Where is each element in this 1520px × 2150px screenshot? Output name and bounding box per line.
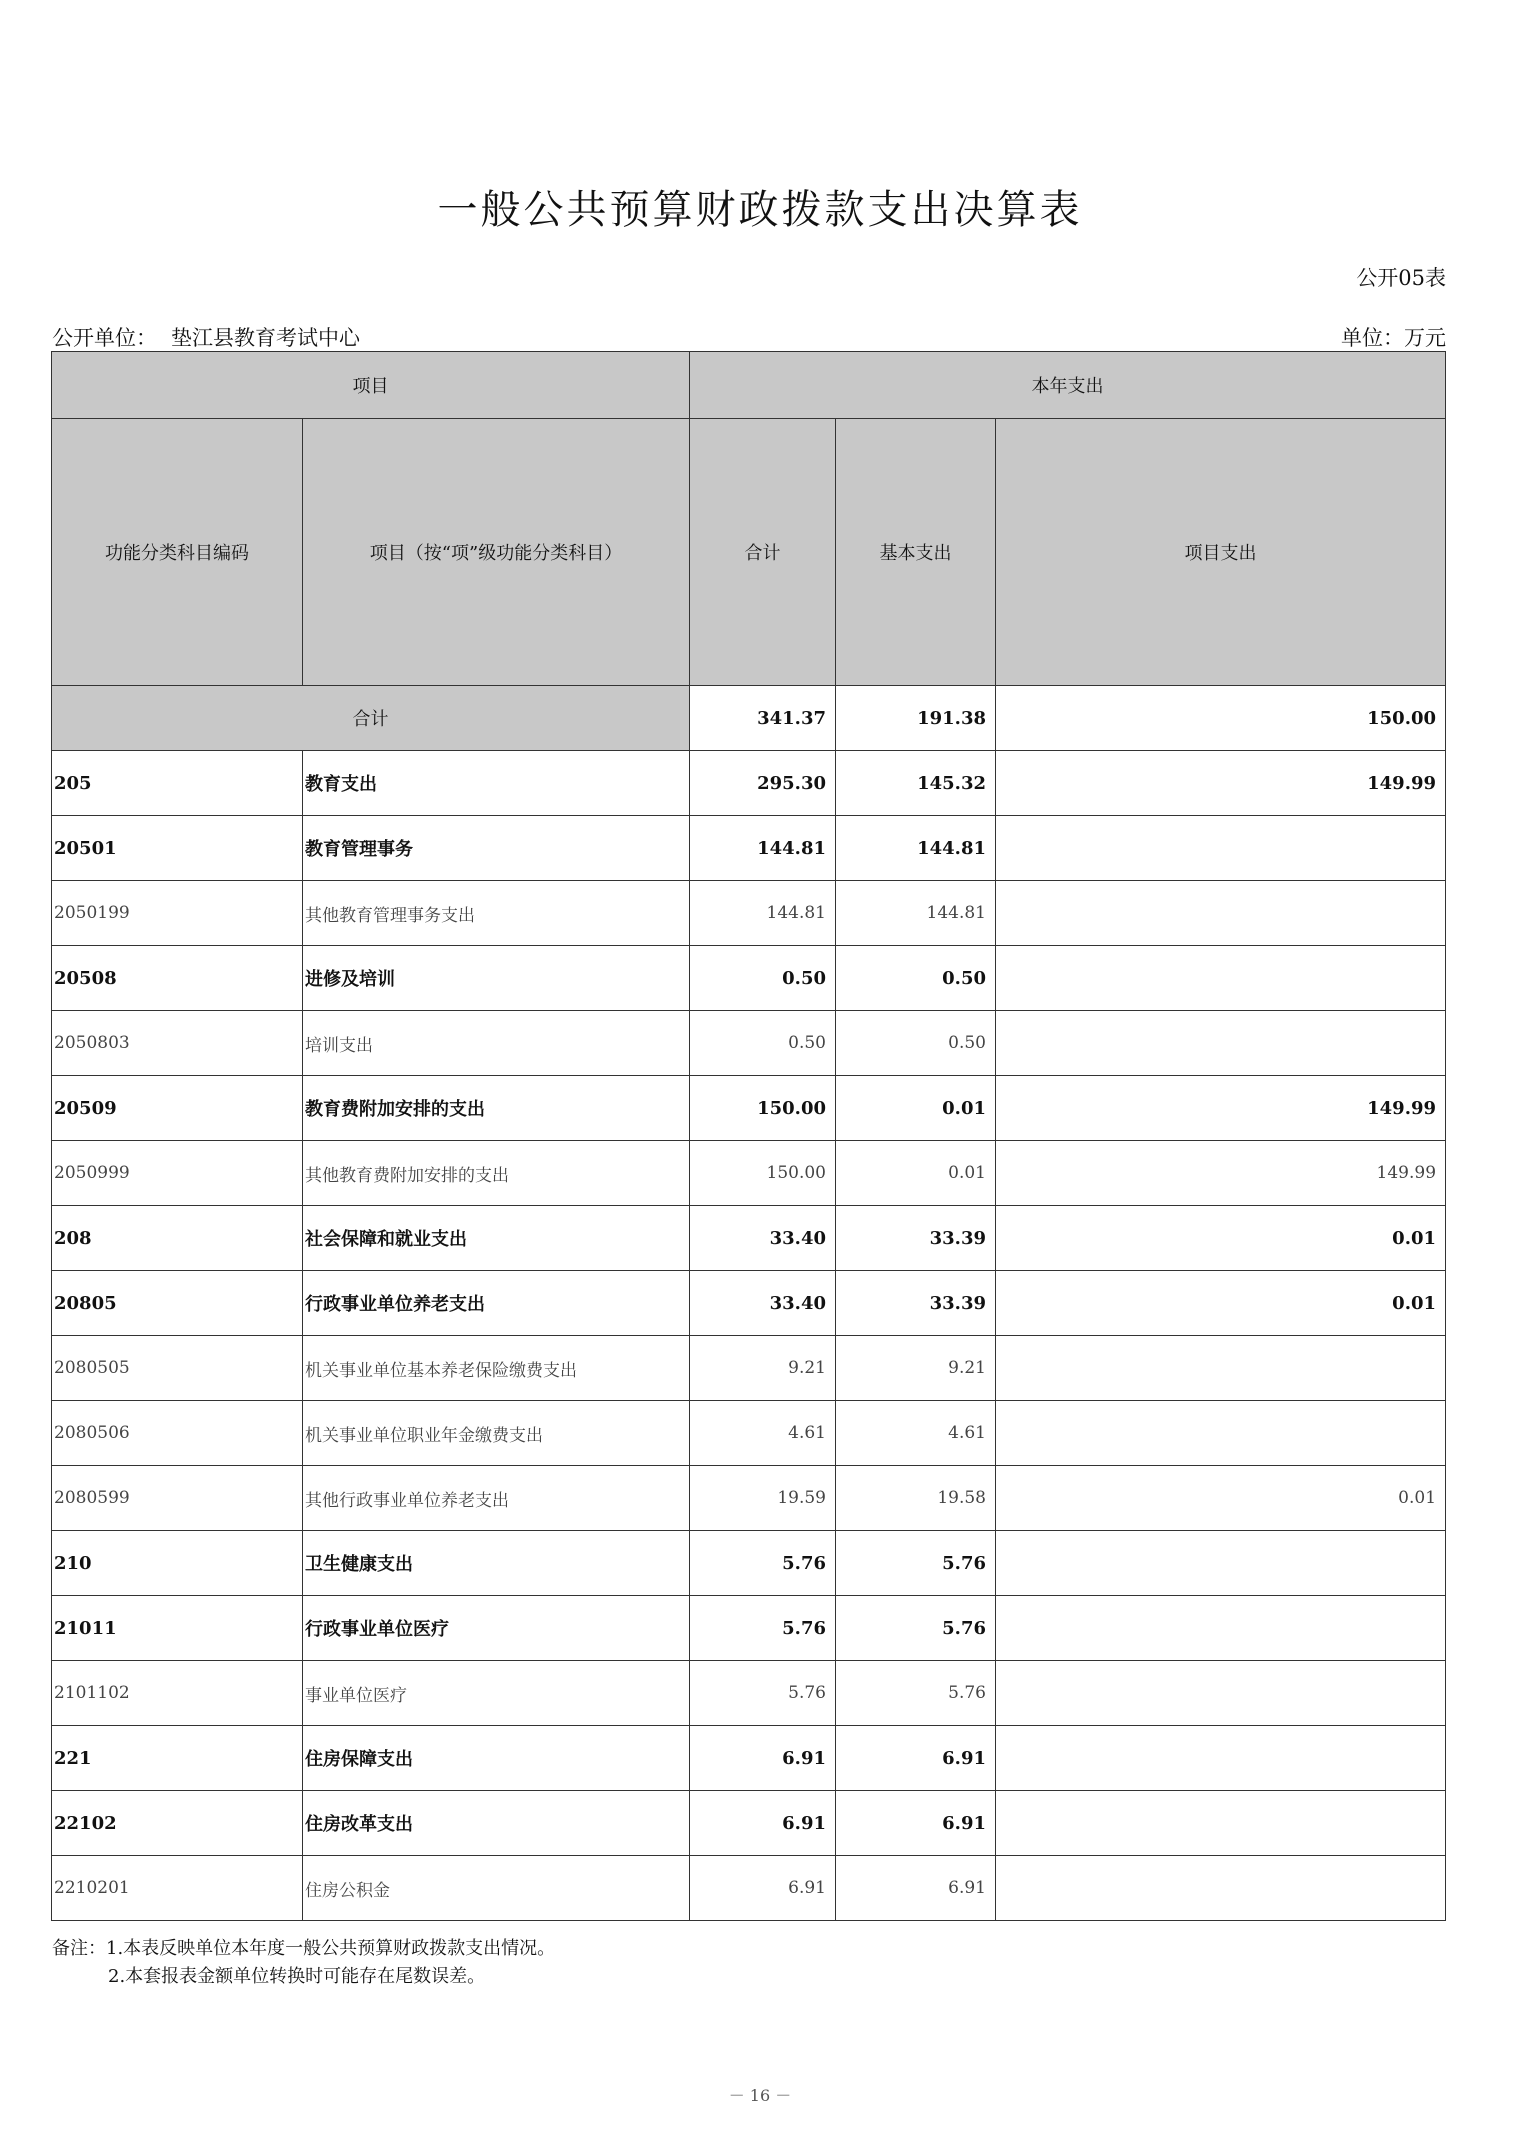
row-code: 210	[52, 1531, 303, 1596]
table-row	[52, 1401, 1446, 1466]
row-total: 5.76	[690, 1531, 836, 1596]
row-code: 2080505	[52, 1336, 303, 1401]
row-basic: 5.76	[836, 1596, 996, 1661]
unit-info-line	[52, 322, 1446, 352]
notes	[52, 1935, 555, 1991]
header-item-detail: 项目（按“项”级功能分类科目）	[303, 419, 690, 686]
total-basic: 191.38	[836, 686, 996, 751]
row-total: 6.91	[690, 1726, 836, 1791]
row-total: 5.76	[690, 1661, 836, 1726]
row-basic: 0.50	[836, 1011, 996, 1076]
row-name: 机关事业单位职业年金缴费支出	[303, 1401, 690, 1466]
row-code: 2050803	[52, 1011, 303, 1076]
row-code: 2080599	[52, 1466, 303, 1531]
budget-table	[51, 351, 1446, 1921]
header-total: 合计	[690, 419, 836, 686]
row-project	[996, 1596, 1446, 1661]
row-basic: 144.81	[836, 881, 996, 946]
row-name: 其他教育管理事务支出	[303, 881, 690, 946]
row-project	[996, 816, 1446, 881]
row-project: 0.01	[996, 1271, 1446, 1336]
row-total: 295.30	[690, 751, 836, 816]
row-name: 其他行政事业单位养老支出	[303, 1466, 690, 1531]
page-title: 一般公共预算财政拨款支出决算表	[437, 187, 1083, 233]
row-name: 住房公积金	[303, 1856, 690, 1921]
row-project	[996, 1661, 1446, 1726]
row-basic: 33.39	[836, 1271, 996, 1336]
row-name: 机关事业单位基本养老保险缴费支出	[303, 1336, 690, 1401]
row-basic: 6.91	[836, 1726, 996, 1791]
row-code: 2080506	[52, 1401, 303, 1466]
header-basic: 基本支出	[836, 419, 996, 686]
row-name: 教育支出	[303, 751, 690, 816]
table-row	[52, 1076, 1446, 1141]
table-row	[52, 1791, 1446, 1856]
row-code: 20509	[52, 1076, 303, 1141]
row-total: 4.61	[690, 1401, 836, 1466]
table-row	[52, 1596, 1446, 1661]
row-code: 20501	[52, 816, 303, 881]
row-total: 150.00	[690, 1141, 836, 1206]
total-row	[52, 686, 1446, 751]
row-basic: 144.81	[836, 816, 996, 881]
row-basic: 0.01	[836, 1076, 996, 1141]
row-project	[996, 1531, 1446, 1596]
row-name: 培训支出	[303, 1011, 690, 1076]
table-row	[52, 881, 1446, 946]
note-2: 2.本套报表金额单位转换时可能存在尾数误差。	[108, 1966, 486, 1987]
row-name: 卫生健康支出	[303, 1531, 690, 1596]
row-name: 其他教育费附加安排的支出	[303, 1141, 690, 1206]
table-row	[52, 1271, 1446, 1336]
reporting-unit-label: 公开单位：	[52, 326, 157, 350]
row-total: 150.00	[690, 1076, 836, 1141]
row-basic: 4.61	[836, 1401, 996, 1466]
row-name: 住房保障支出	[303, 1726, 690, 1791]
row-basic: 5.76	[836, 1531, 996, 1596]
row-total: 33.40	[690, 1206, 836, 1271]
header-code: 功能分类科目编码	[52, 419, 303, 686]
table-row	[52, 1466, 1446, 1531]
row-project	[996, 1011, 1446, 1076]
row-code: 2210201	[52, 1856, 303, 1921]
row-basic: 6.91	[836, 1856, 996, 1921]
form-number: 公开05表	[1356, 266, 1446, 290]
total-project: 150.00	[996, 686, 1446, 751]
row-project: 0.01	[996, 1206, 1446, 1271]
row-name: 社会保障和就业支出	[303, 1206, 690, 1271]
header-row-2	[52, 419, 1446, 686]
row-name: 进修及培训	[303, 946, 690, 1011]
row-total: 144.81	[690, 816, 836, 881]
row-code: 2050199	[52, 881, 303, 946]
row-project	[996, 1856, 1446, 1921]
reporting-unit-name: 垫江县教育考试中心	[171, 326, 360, 350]
table-row	[52, 1661, 1446, 1726]
row-basic: 5.76	[836, 1661, 996, 1726]
row-project: 149.99	[996, 751, 1446, 816]
header-row-1	[52, 352, 1446, 419]
table-row	[52, 1531, 1446, 1596]
row-code: 2101102	[52, 1661, 303, 1726]
row-code: 21011	[52, 1596, 303, 1661]
row-project: 149.99	[996, 1141, 1446, 1206]
row-project	[996, 1791, 1446, 1856]
row-name: 教育管理事务	[303, 816, 690, 881]
row-project	[996, 1336, 1446, 1401]
row-basic: 6.91	[836, 1791, 996, 1856]
row-total: 9.21	[690, 1336, 836, 1401]
row-project: 149.99	[996, 1076, 1446, 1141]
row-total: 0.50	[690, 946, 836, 1011]
row-name: 行政事业单位养老支出	[303, 1271, 690, 1336]
row-code: 221	[52, 1726, 303, 1791]
table-row	[52, 751, 1446, 816]
row-project	[996, 1401, 1446, 1466]
header-current-year: 本年支出	[690, 352, 1446, 419]
row-code: 2050999	[52, 1141, 303, 1206]
header-item: 项目	[52, 352, 690, 419]
row-basic: 145.32	[836, 751, 996, 816]
row-project	[996, 946, 1446, 1011]
row-total: 5.76	[690, 1596, 836, 1661]
table-row	[52, 946, 1446, 1011]
total-label: 合计	[52, 686, 690, 751]
row-total: 19.59	[690, 1466, 836, 1531]
table-row	[52, 1336, 1446, 1401]
row-total: 0.50	[690, 1011, 836, 1076]
reporting-unit	[52, 322, 360, 352]
row-basic: 0.50	[836, 946, 996, 1011]
row-total: 144.81	[690, 881, 836, 946]
table-row	[52, 1726, 1446, 1791]
row-total: 6.91	[690, 1791, 836, 1856]
row-basic: 33.39	[836, 1206, 996, 1271]
page-number: － 16 －	[728, 2086, 792, 2105]
row-name: 事业单位医疗	[303, 1661, 690, 1726]
row-name: 住房改革支出	[303, 1791, 690, 1856]
table-row	[52, 816, 1446, 881]
table-row	[52, 1011, 1446, 1076]
row-total: 33.40	[690, 1271, 836, 1336]
row-project	[996, 881, 1446, 946]
total-amount: 341.37	[690, 686, 836, 751]
header-project: 项目支出	[996, 419, 1446, 686]
row-basic: 19.58	[836, 1466, 996, 1531]
row-code: 20805	[52, 1271, 303, 1336]
row-code: 22102	[52, 1791, 303, 1856]
row-code: 208	[52, 1206, 303, 1271]
table-row	[52, 1206, 1446, 1271]
row-name: 行政事业单位医疗	[303, 1596, 690, 1661]
row-total: 6.91	[690, 1856, 836, 1921]
table-row	[52, 1141, 1446, 1206]
row-code: 205	[52, 751, 303, 816]
row-code: 20508	[52, 946, 303, 1011]
note-1: 备注：1.本表反映单位本年度一般公共预算财政拨款支出情况。	[52, 1938, 556, 1959]
row-project	[996, 1726, 1446, 1791]
row-project: 0.01	[996, 1466, 1446, 1531]
currency-unit: 单位：万元	[1341, 326, 1446, 350]
row-basic: 9.21	[836, 1336, 996, 1401]
row-name: 教育费附加安排的支出	[303, 1076, 690, 1141]
row-basic: 0.01	[836, 1141, 996, 1206]
table-row	[52, 1856, 1446, 1921]
